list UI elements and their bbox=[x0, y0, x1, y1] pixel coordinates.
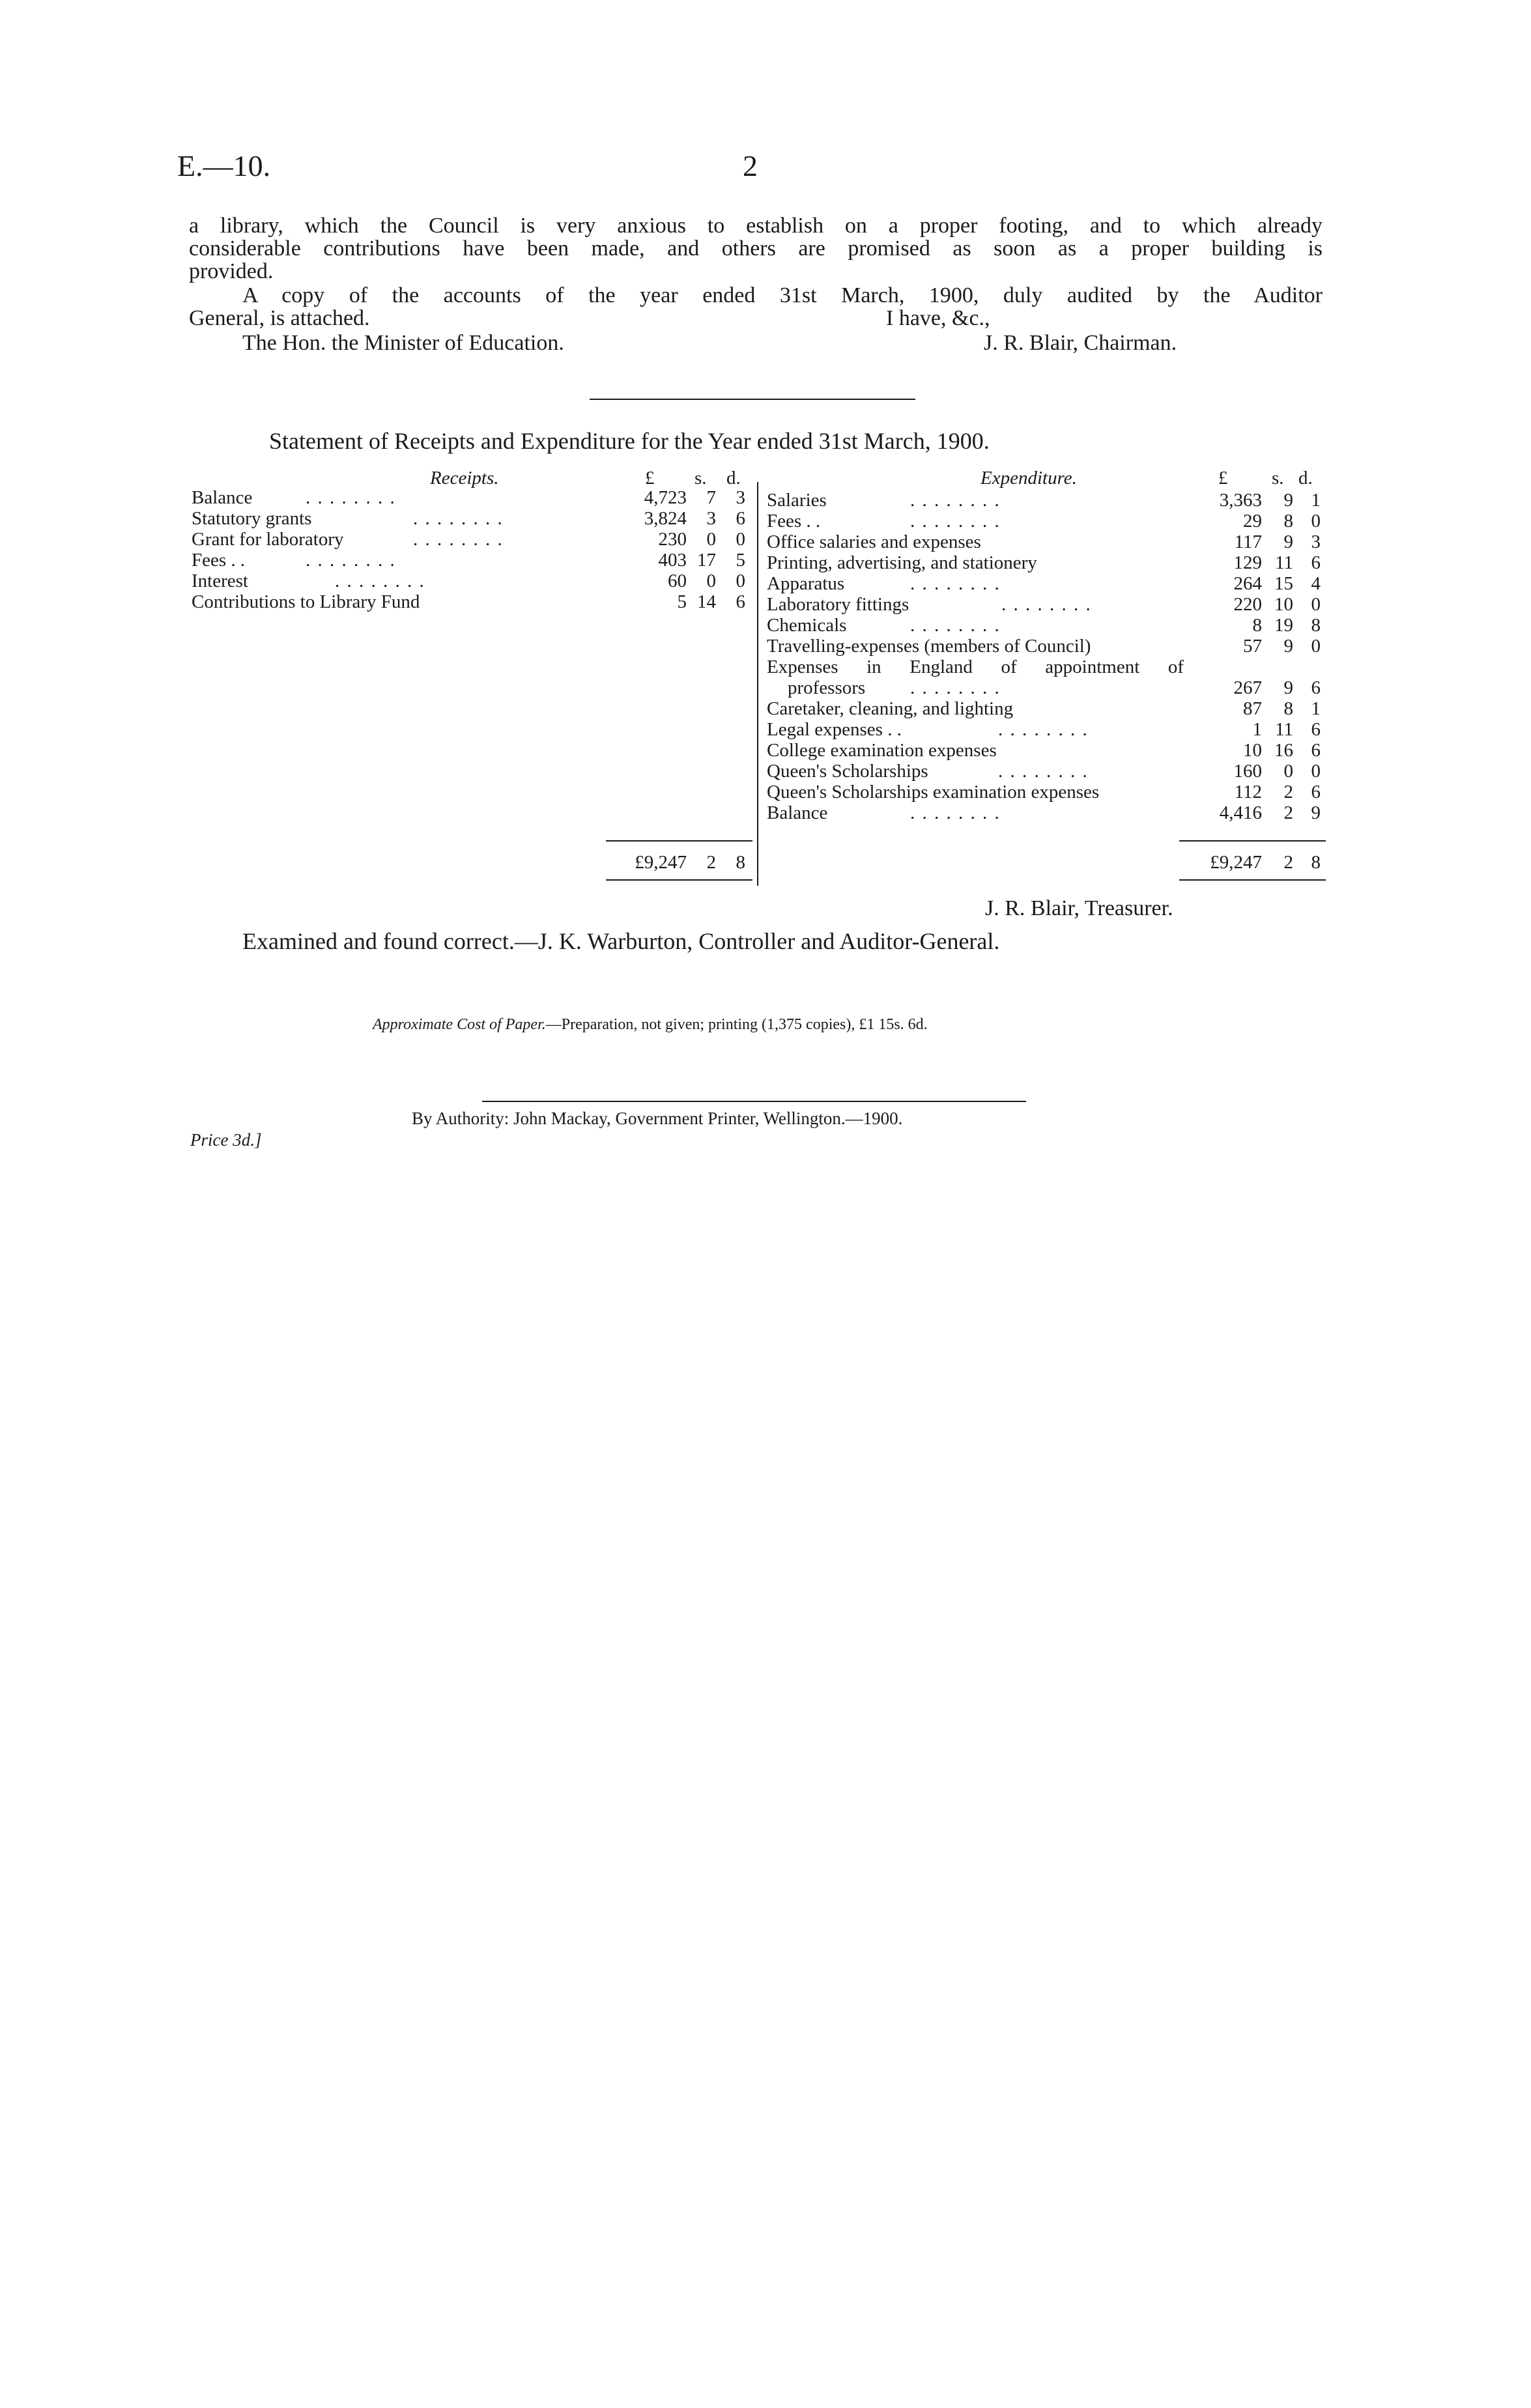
expenditure-shillings: 9 bbox=[1283, 636, 1293, 657]
expenditure-row bbox=[767, 531, 1327, 552]
expenditure-label: Caretaker, cleaning, and lighting bbox=[767, 698, 1014, 719]
expenditure-pence: 6 bbox=[1311, 782, 1321, 802]
expenditure-pence: 0 bbox=[1311, 636, 1321, 657]
expenditure-shillings: 16 bbox=[1274, 740, 1293, 761]
expenditure-label: Office salaries and expenses bbox=[767, 531, 981, 552]
receipts-total-shillings: 2 bbox=[706, 852, 716, 873]
expenditure-shillings: 19 bbox=[1274, 615, 1293, 636]
expenditure-label: Balance bbox=[767, 802, 828, 823]
leader-dots: . . . . . . . . bbox=[306, 487, 396, 508]
leader-dots: . . . . . . . . bbox=[910, 615, 1001, 636]
expenditure-row bbox=[767, 511, 1327, 531]
expenditure-pounds: 112 bbox=[1234, 782, 1262, 802]
expenditure-shillings: 8 bbox=[1283, 511, 1293, 531]
receipt-shillings: 3 bbox=[706, 508, 716, 529]
expenditure-pounds: 3,363 bbox=[1219, 490, 1262, 511]
receipts-pounds-heading: £ bbox=[645, 468, 655, 489]
receipts-total-pounds: £9,247 bbox=[635, 852, 687, 873]
expenditure-row bbox=[767, 657, 1327, 677]
receipt-shillings: 7 bbox=[706, 487, 716, 508]
receipt-label: Fees . . bbox=[192, 550, 246, 571]
expenditure-pence: 0 bbox=[1311, 511, 1321, 531]
receipt-pounds: 403 bbox=[658, 550, 687, 571]
letter-line-3: provided. bbox=[189, 259, 274, 283]
expenditure-shillings: 9 bbox=[1283, 490, 1293, 511]
expenditure-pounds: 1 bbox=[1252, 719, 1262, 740]
receipts-pence-heading: d. bbox=[726, 468, 741, 489]
expenditure-shillings: 15 bbox=[1274, 573, 1293, 594]
expenditure-shillings: 11 bbox=[1275, 719, 1293, 740]
expenditure-pounds-heading: £ bbox=[1218, 468, 1228, 489]
receipt-pence: 6 bbox=[736, 508, 745, 529]
expenditure-heading: Expenditure. bbox=[980, 468, 1077, 489]
expenditure-shillings: 2 bbox=[1283, 802, 1293, 823]
receipt-pounds: 230 bbox=[658, 529, 687, 550]
expenditure-shillings: 10 bbox=[1274, 594, 1293, 615]
receipts-row bbox=[192, 487, 752, 508]
leader-dots: . . . . . . . . bbox=[413, 529, 504, 550]
expenditure-pence-heading: d. bbox=[1298, 468, 1313, 489]
expenditure-label: Laboratory fittings bbox=[767, 594, 909, 615]
expenditure-row bbox=[767, 782, 1327, 802]
expenditure-pence: 6 bbox=[1311, 552, 1321, 573]
page-number: 2 bbox=[743, 149, 758, 182]
expenditure-shillings: 11 bbox=[1275, 552, 1293, 573]
leader-dots: . . . . . . . . bbox=[910, 802, 1001, 823]
expenditure-label: Printing, advertising, and stationery bbox=[767, 552, 1037, 573]
expenditure-pence: 3 bbox=[1311, 531, 1321, 552]
expenditure-pounds: 57 bbox=[1243, 636, 1262, 657]
letter-addressee: The Hon. the Minister of Education. bbox=[242, 331, 564, 355]
receipts-shillings-heading: s. bbox=[694, 468, 707, 489]
expenditure-shillings: 9 bbox=[1283, 531, 1293, 552]
expenditure-pounds: 267 bbox=[1233, 677, 1262, 698]
expenditure-row bbox=[767, 802, 1327, 823]
expenditure-label: professors bbox=[788, 677, 866, 698]
paper-cost-label: Approximate Cost of Paper. bbox=[373, 1016, 546, 1033]
statement-title: Statement of Receipts and Expenditure for the Year ended 31st March, 1900. bbox=[269, 428, 990, 454]
letter-line-1: a library, which the Council is very anxious to establish on a proper footing, and to which already bbox=[189, 214, 1323, 238]
letter-line-5: General, is attached. bbox=[189, 306, 370, 330]
receipts-row bbox=[192, 529, 752, 550]
expenditure-pounds: 8 bbox=[1252, 615, 1262, 636]
paper-cost-text: —Preparation, not given; printing (1,375 copies), £1 15s. 6d. bbox=[545, 1016, 928, 1033]
letter-line-2: considerable contributions have been made, and others are promised as soon as a proper building is bbox=[189, 236, 1323, 261]
receipts-row bbox=[192, 508, 752, 529]
expenditure-pounds: 160 bbox=[1233, 761, 1262, 782]
expenditure-row bbox=[767, 677, 1327, 698]
leader-dots: . . . . . . . . bbox=[1001, 594, 1092, 615]
column-divider bbox=[757, 482, 758, 886]
leader-dots: . . . . . . . . bbox=[306, 550, 396, 571]
expenditure-shillings: 2 bbox=[1283, 782, 1293, 802]
expenditure-row bbox=[767, 594, 1327, 615]
receipt-label: Balance bbox=[192, 487, 253, 508]
receipt-label: Statutory grants bbox=[192, 508, 312, 529]
expenditure-total-pence: 8 bbox=[1311, 852, 1321, 873]
paper-cost-note bbox=[373, 1016, 928, 1034]
leader-dots: . . . . . . . . bbox=[998, 719, 1089, 740]
expenditure-row bbox=[767, 636, 1327, 657]
price-note: Price 3d.] bbox=[190, 1130, 262, 1150]
expenditure-row bbox=[767, 573, 1327, 594]
receipt-pence: 5 bbox=[736, 550, 745, 571]
expenditure-row bbox=[767, 615, 1327, 636]
receipt-pounds: 5 bbox=[677, 591, 687, 612]
leader-dots: . . . . . . . . bbox=[910, 511, 1001, 531]
audit-note: Examined and found correct.—J. K. Warburton, Controller and Auditor-General. bbox=[242, 928, 1000, 954]
expenditure-total-pounds: £9,247 bbox=[1210, 852, 1262, 873]
treasurer-signature: J. R. Blair, Treasurer. bbox=[985, 896, 1173, 920]
receipt-pence: 0 bbox=[736, 571, 745, 591]
expenditure-pence: 4 bbox=[1311, 573, 1321, 594]
expenditure-label: Salaries bbox=[767, 490, 827, 511]
expenditure-label: Fees . . bbox=[767, 511, 821, 531]
expenditure-pounds: 29 bbox=[1243, 511, 1262, 531]
expenditure-pounds: 264 bbox=[1233, 573, 1262, 594]
expenditure-row bbox=[767, 740, 1327, 761]
letter-closing: I have, &c., bbox=[886, 306, 990, 330]
expenditure-row bbox=[767, 719, 1327, 740]
expenditure-pounds: 4,416 bbox=[1219, 802, 1262, 823]
leader-dots: . . . . . . . . bbox=[910, 490, 1001, 511]
receipts-table bbox=[192, 487, 752, 617]
expenditure-total-rule-top bbox=[1179, 840, 1326, 842]
receipt-pounds: 60 bbox=[668, 571, 687, 591]
expenditure-pence: 6 bbox=[1311, 719, 1321, 740]
expenditure-shillings: 0 bbox=[1283, 761, 1293, 782]
expenditure-label: Legal expenses . . bbox=[767, 719, 902, 740]
leader-dots: . . . . . . . . bbox=[413, 508, 504, 529]
footer-divider bbox=[482, 1101, 1026, 1102]
receipt-label: Interest bbox=[192, 571, 248, 591]
receipt-shillings: 0 bbox=[706, 529, 716, 550]
receipts-row bbox=[192, 571, 752, 591]
expenditure-shillings: 9 bbox=[1283, 677, 1293, 698]
receipts-heading: Receipts. bbox=[430, 468, 499, 489]
receipts-row bbox=[192, 591, 752, 612]
receipts-row bbox=[192, 550, 752, 571]
expenditure-pence: 1 bbox=[1311, 490, 1321, 511]
expenditure-table bbox=[767, 490, 1327, 829]
receipt-shillings: 17 bbox=[697, 550, 716, 571]
receipt-label: Grant for laboratory bbox=[192, 529, 344, 550]
expenditure-pounds: 117 bbox=[1234, 531, 1262, 552]
receipts-total-row bbox=[192, 852, 752, 873]
expenditure-label: College examination expenses bbox=[767, 740, 997, 761]
expenditure-pence: 0 bbox=[1311, 761, 1321, 782]
expenditure-label: Queen's Scholarships bbox=[767, 761, 928, 782]
expenditure-pence: 6 bbox=[1311, 740, 1321, 761]
expenditure-total-row bbox=[767, 852, 1327, 873]
report-code: E.—10. bbox=[177, 149, 271, 182]
expenditure-row bbox=[767, 761, 1327, 782]
receipts-total-rule-top bbox=[606, 840, 752, 842]
expenditure-row bbox=[767, 552, 1327, 573]
expenditure-pounds: 10 bbox=[1243, 740, 1262, 761]
expenditure-label: Travelling-expenses (members of Council) bbox=[767, 636, 1091, 657]
receipt-label: Contributions to Library Fund bbox=[192, 591, 420, 612]
expenditure-pence: 1 bbox=[1311, 698, 1321, 719]
expenditure-pounds: 87 bbox=[1243, 698, 1262, 719]
expenditure-shillings: 8 bbox=[1283, 698, 1293, 719]
expenditure-pence: 8 bbox=[1311, 615, 1321, 636]
section-divider bbox=[590, 399, 915, 400]
expenditure-total-shillings: 2 bbox=[1283, 852, 1293, 873]
letter-line-4: A copy of the accounts of the year ended 31st March, 1900, duly audited by the Auditor bbox=[242, 283, 1323, 307]
expenditure-total-rule-bottom bbox=[1179, 879, 1326, 881]
expenditure-pounds: 129 bbox=[1233, 552, 1262, 573]
receipt-pounds: 3,824 bbox=[644, 508, 687, 529]
expenditure-pence: 6 bbox=[1311, 677, 1321, 698]
receipt-pence: 3 bbox=[736, 487, 745, 508]
receipt-shillings: 14 bbox=[697, 591, 716, 612]
leader-dots: . . . . . . . . bbox=[910, 573, 1001, 594]
leader-dots: . . . . . . . . bbox=[998, 761, 1089, 782]
receipts-total-rule-bottom bbox=[606, 879, 752, 881]
expenditure-label: Queen's Scholarships examination expenses bbox=[767, 782, 1100, 802]
expenditure-label: Expenses in England of appointment of bbox=[767, 657, 1184, 677]
receipts-total-pence: 8 bbox=[736, 852, 745, 873]
receipt-pence: 0 bbox=[736, 529, 745, 550]
leader-dots: . . . . . . . . bbox=[335, 571, 425, 591]
expenditure-row bbox=[767, 698, 1327, 719]
expenditure-pence: 9 bbox=[1311, 802, 1321, 823]
letter-signatory: J. R. Blair, Chairman. bbox=[984, 331, 1177, 355]
expenditure-pence: 0 bbox=[1311, 594, 1321, 615]
leader-dots: . . . . . . . . bbox=[910, 677, 1001, 698]
expenditure-label: Chemicals bbox=[767, 615, 847, 636]
expenditure-pounds: 220 bbox=[1233, 594, 1262, 615]
expenditure-row bbox=[767, 490, 1327, 511]
receipt-pounds: 4,723 bbox=[644, 487, 687, 508]
receipt-shillings: 0 bbox=[706, 571, 716, 591]
expenditure-shillings-heading: s. bbox=[1272, 468, 1284, 489]
expenditure-label: Apparatus bbox=[767, 573, 845, 594]
printer-authority: By Authority: John Mackay, Government Printer, Wellington.—1900. bbox=[412, 1109, 903, 1128]
receipt-pence: 6 bbox=[736, 591, 745, 612]
